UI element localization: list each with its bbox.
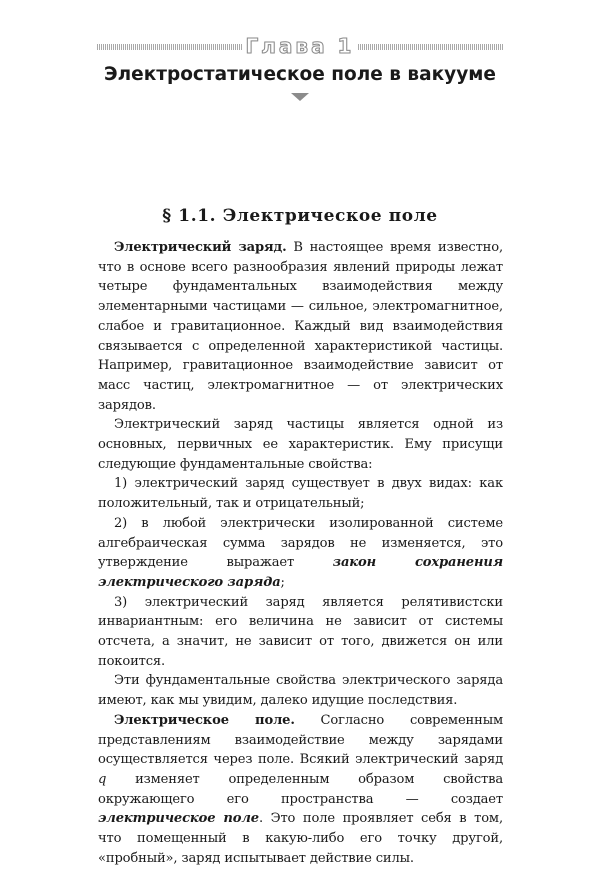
paragraph-lead: Электрический заряд. [114, 240, 287, 255]
list-item-property-2 [98, 514, 503, 593]
chapter-banner [97, 34, 503, 58]
paragraph-text: Согласно современным представлениям взаимодействие между зарядами осуществляется через поле. Всякий электрический заряд [98, 712, 504, 768]
chapter-title: Электростатическое поле в вакууме [104, 64, 496, 85]
paragraph-tail: ; [280, 574, 285, 590]
paragraph-text: Электрический заряд частицы является одной из основных, первичных ее характеристик. Ему присущи следующие фундаментальные свойства: [98, 417, 503, 472]
body-text [98, 238, 503, 869]
paragraph-text: 3) электрический заряд является релятивистски инвариантным: его величина не зависит от системы отсчета, а значит, не зависит от того, движется он или покоится. [98, 594, 503, 669]
law-term: закон сохранения электрического заряда [98, 555, 503, 590]
paragraph-electric-field [98, 711, 503, 869]
paragraph-consequences [98, 671, 503, 710]
chapter-label: Глава 1 [245, 34, 355, 58]
charge-symbol: q [98, 771, 107, 787]
list-item-property-1 [98, 474, 503, 513]
chevron-down-icon [291, 93, 309, 101]
paragraph-text: В настоящее время известно, что в основе всего разнообразия явлений природы лежат четыре фундаментальных взаимодействия между элементарными частицами — сильное, электромагнитное, слабое и гравитационное. Каждый вид взаимодействия связывается с определенной характеристикой частицы. Например, гравитационное взаимодействие зависит от масс частиц, электромагнитное — от электрических зарядов. [98, 240, 503, 413]
banner-rule-right [358, 44, 503, 50]
paragraph-text: . Это поле проявляет себя в том, что помещенный в какую-либо его точку другой, «пробный», заряд испытывает действие силы. [98, 811, 503, 866]
section-title: § 1.1. Электрическое поле [162, 206, 438, 226]
paragraph-lead: Электрическое поле. [114, 712, 295, 728]
paragraph-charge-properties [98, 415, 503, 474]
list-item-property-3 [98, 593, 503, 672]
paragraph-text: 1) электрический заряд существует в двух видах: как положительный, так и отрицательный; [98, 476, 503, 512]
paragraph-text: Эти фундаментальные свойства электрического заряда имеют, как мы увидим, далеко идущие последствия. [98, 673, 503, 709]
field-term: электрическое поле [98, 811, 259, 827]
paragraph-electric-charge [98, 238, 503, 415]
paragraph-text: изменяет определенным образом свойства окружающего его пространства — создает [98, 771, 503, 807]
paragraph-text: 2) в любой электрически изолированной системе алгебраическая сумма зарядов не изменяется, это утверждение выражает [98, 515, 503, 571]
